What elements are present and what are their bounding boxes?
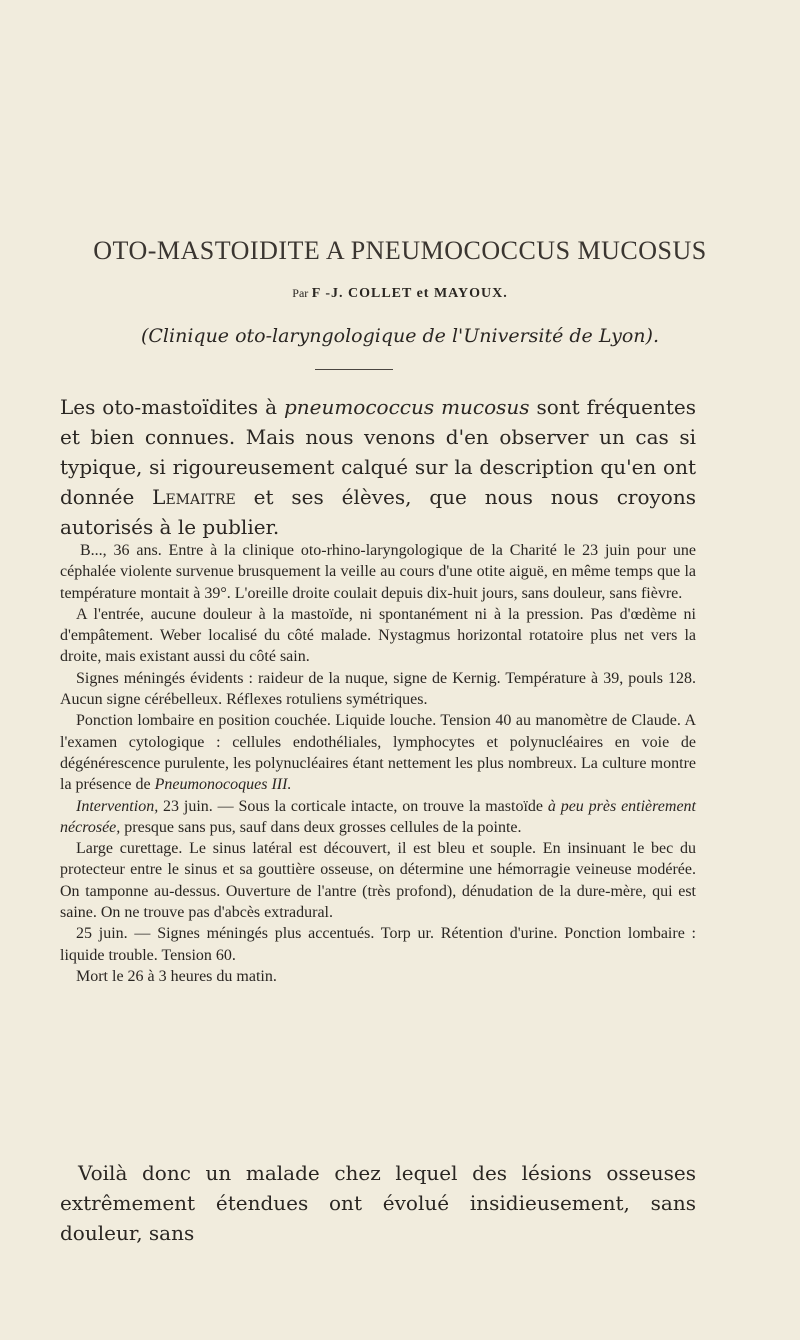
observation-paragraph: Mort le 26 à 3 heures du matin. bbox=[76, 967, 277, 985]
observation-italic: à peu près entièrement nécrosée, bbox=[60, 797, 696, 836]
observation-paragraph: B..., 36 ans. Entre à la clinique oto-rhino-laryngologique de la Charité le 23 juin pour une céphalée violente survenue brusquement la veille au cours d'une otite aiguë, en même temps que la température montait à 39°. L'oreille droite coulait depuis dix-huit jours, sans douleur, sans fièvre. bbox=[60, 542, 696, 602]
observation-paragraph: A l'entrée, aucune douleur à la mastoïde, ni spontanément ni à la pression. Pas d'œdème ni d'empâtement. Weber localisé du côté malade. Nystagmus horizontal rotatoire plus net vers la droite, mais existant aussi du côté sain. bbox=[60, 605, 696, 666]
observation-italic: Pneumonocoques III. bbox=[154, 776, 292, 794]
intro-italic: pneumococcus mucosus bbox=[283, 395, 530, 419]
title-divider bbox=[315, 369, 393, 370]
observation-paragraph: 25 juin. — Signes méningés plus accentués. Torp ur. Rétention d'urine. Ponction lombaire : liquide trouble. Tension 60. bbox=[60, 925, 696, 964]
observation-text: Ponction lombaire en position couchée. Liquide louche. Tension 40 au manomètre de Claude. A l'examen cytologique : cellules endothéliales, lymphocytes et polynucléaires en voie de dégénérescence purulente, les polynucléaires étant nettement les plus nombreux. La culture montre la présence de bbox=[60, 712, 696, 794]
article-title: OTO-MASTOIDITE A PNEUMOCOCCUS MUCOSUS bbox=[93, 236, 707, 265]
intro-author-name: Lemaitre bbox=[152, 485, 236, 509]
intro-text-2: sont fréquentes et bien connues. Mais nous venons d'en observer un cas si typique, si rigoureusement calqué sur la description qu'en ont donnée bbox=[60, 395, 696, 509]
closing-text: Voilà donc un malade chez lequel des lésions osseuses extrêmement étendues ont évolué insidieusement, sans douleur, sans bbox=[60, 1161, 696, 1245]
observation-paragraph bbox=[60, 710, 696, 795]
intro-text-1: Les oto-mastoïdites à bbox=[60, 395, 284, 419]
intro-paragraph bbox=[60, 392, 696, 542]
observation-paragraph bbox=[60, 796, 696, 839]
observation-paragraph: Signes méningés évidents : raideur de la nuque, signe de Kernig. Température à 39, pouls 128. Aucun signe cérébelleux. Réflexes rotuliens symétriques. bbox=[60, 669, 696, 709]
observation-text: 23 juin. — Sous la corticale intacte, on trouve la mastoïde bbox=[158, 797, 548, 815]
clinic-affiliation: (Clinique oto-laryngologique de l'Université de Lyon). bbox=[140, 325, 659, 347]
observation-block bbox=[60, 540, 696, 987]
observation-text: presque sans pus, sauf dans deux grosses cellules de la pointe. bbox=[120, 818, 522, 836]
authors-names: F -J. COLLET et MAYOUX. bbox=[311, 286, 508, 301]
closing-paragraph bbox=[60, 1158, 696, 1248]
intro-text-3: et ses élèves, que nous nous croyons autorisés à le publier. bbox=[60, 485, 696, 539]
observation-italic: Intervention, bbox=[76, 797, 159, 815]
authors-line bbox=[0, 286, 800, 302]
authors-prefix: Par bbox=[292, 286, 309, 300]
observation-paragraph: Large curettage. Le sinus latéral est découvert, il est bleu et souple. En insinuant le bec du protecteur entre le sinus et sa gouttière osseuse, on détermine une hémorragie veineuse modérée. On tamponne au-dessus. Ouverture de l'antre (très profond), dénudation de la dure-mère, qui est saine. On ne trouve pas d'abcès extradural. bbox=[60, 840, 696, 922]
